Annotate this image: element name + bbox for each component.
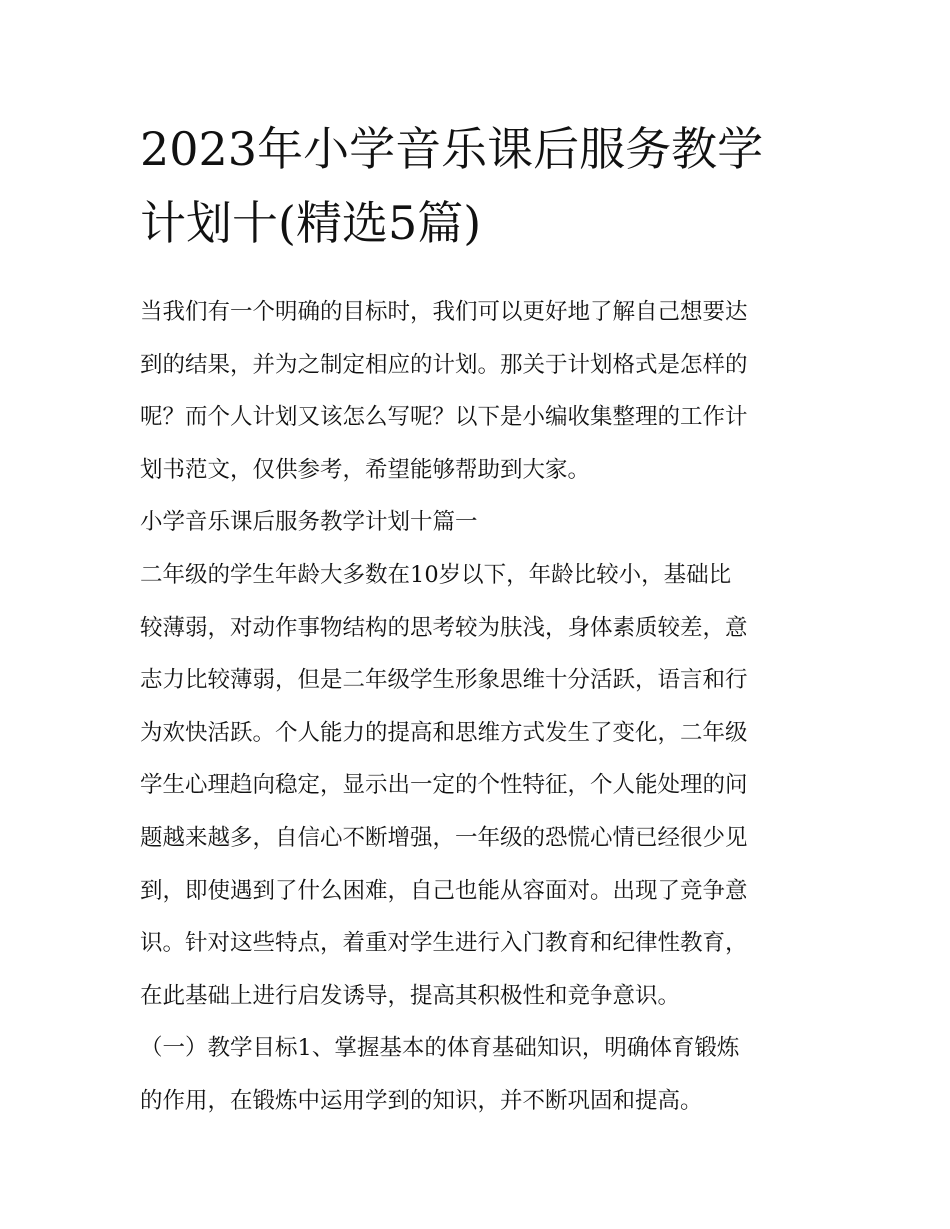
title-line: 2023年小学音乐课后服务教学: [140, 122, 764, 176]
body-line: 呢？而个人计划又该怎么写呢？以下是小编收集整理的工作计: [140, 404, 748, 431]
body-line: 到的结果，并为之制定相应的计划。那关于计划格式是怎样的: [140, 351, 748, 378]
body-line: 到，即使遇到了什么困难，自己也能从容面对。出现了竞争意: [140, 877, 748, 904]
body-line: 学生心理趋向稳定，显示出一定的个性特征，个人能处理的问: [140, 772, 748, 799]
document-page: [140, 112, 812, 1128]
body-line: （一）教学目标1、掌握基本的体育基础知识，明确体育锻炼: [140, 1035, 740, 1062]
body-line: 志力比较薄弱，但是二年级学生形象思维十分活跃，语言和行: [140, 667, 748, 694]
body-line: 题越来越多，自信心不断增强，一年级的恐慌心情已经很少见: [140, 824, 748, 851]
title-line: 计划十(精选5篇): [140, 196, 482, 250]
body-line: 识。针对这些特点，着重对学生进行入门教育和纪律性教育，: [140, 930, 748, 957]
body-line: 的作用，在锻炼中运用学到的知识，并不断巩固和提高。: [140, 1087, 703, 1114]
body-line: 二年级的学生年龄大多数在10岁以下，年龄比较小，基础比: [140, 561, 732, 588]
body-line: 在此基础上进行启发诱导，提高其积极性和竞争意识。: [140, 982, 681, 1009]
section-heading: 小学音乐课后服务教学计划十篇一: [140, 509, 478, 536]
document-title: [140, 112, 812, 260]
document-body: [140, 286, 812, 1128]
body-line: 划书范文，仅供参考，希望能够帮助到大家。: [140, 456, 591, 483]
body-line: 为欢快活跃。个人能力的提高和思维方式发生了变化，二年级: [140, 719, 748, 746]
body-line: 当我们有一个明确的目标时，我们可以更好地了解自己想要达: [140, 299, 748, 325]
body-line: 较薄弱，对动作事物结构的思考较为肤浅，身体素质较差，意: [140, 614, 748, 641]
